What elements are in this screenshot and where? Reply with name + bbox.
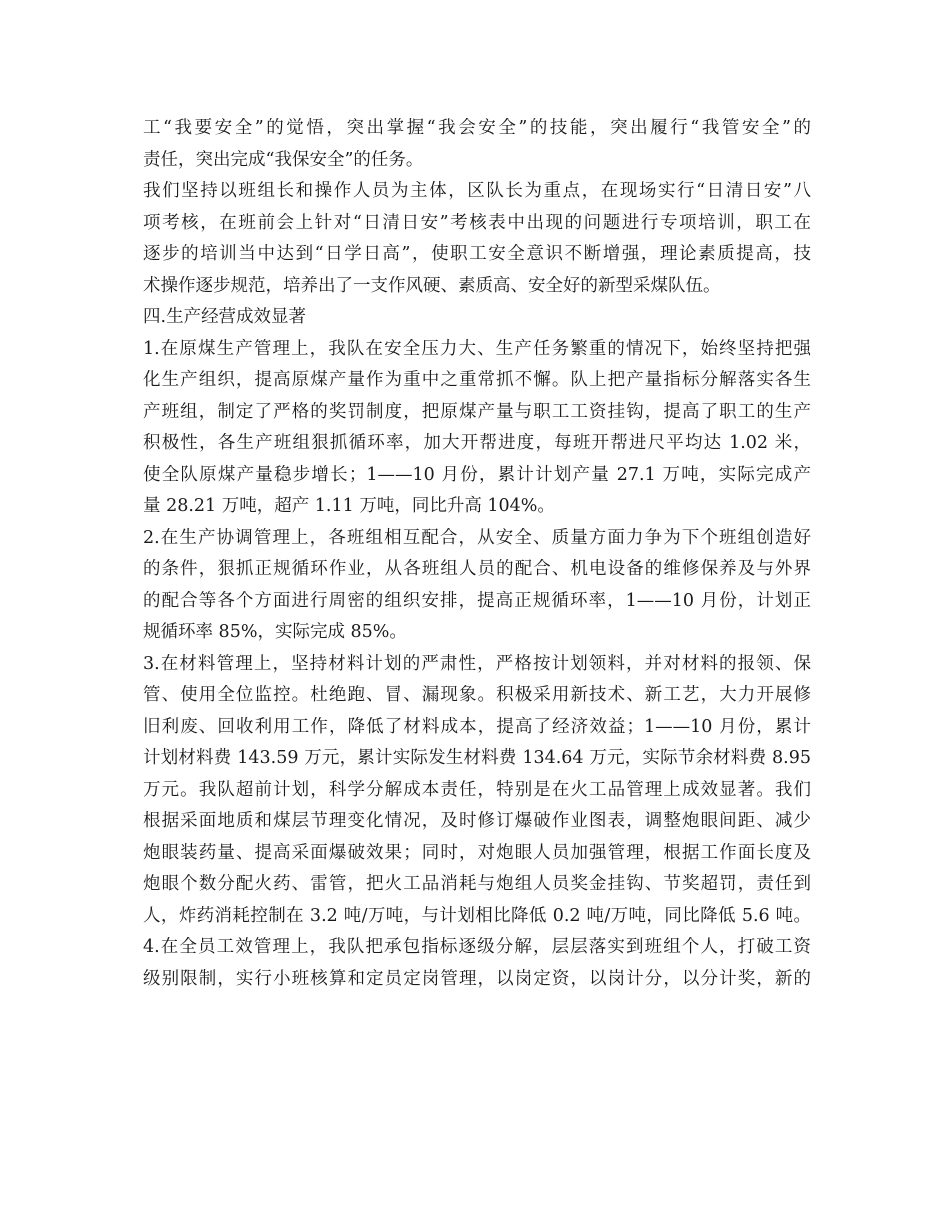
text-line: 术操作逐步规范，培养出了一支作风硬、素质高、安全好的新型采煤队伍。 bbox=[143, 275, 721, 296]
text-line: 产班组，制定了严格的奖罚制度，把原煤产量与职工工资挂钩，提高了职工的生产 bbox=[143, 401, 811, 422]
text-line: 计划材料费 143.59 万元，累计实际发生材料费 134.64 万元，实际节余材料费 8.95 bbox=[143, 748, 811, 768]
text-line: 的条件，狠抓正规循环作业，从各班组人员的配合、机电设备的维修保养及与外界 bbox=[143, 559, 811, 579]
text-line: 管、使用全位监控。杜绝跑、冒、漏现象。积极采用新技术、新工艺，大力开展修 bbox=[143, 685, 811, 705]
text-line: 工“我要安全”的觉悟，突出掌握“我会安全”的技能，突出履行“我管安全”的 bbox=[143, 118, 811, 138]
text-line: 炮眼个数分配火药、雷管，把火工品消耗与炮组人员奖金挂钩、节奖超罚，责任到 bbox=[143, 874, 811, 894]
text-line: 责任，突出完成“我保安全”的任务。 bbox=[143, 149, 424, 170]
text-line: 规循环率 85%，实际完成 85%。 bbox=[143, 622, 407, 642]
text-line: 积极性，各生产班组狠抓循环率，加大开帮进度，每班开帮进尺平均达 1.02 米， bbox=[143, 433, 811, 453]
text-line: 四.生产经营成效显著 bbox=[143, 307, 307, 327]
text-line: 4.在全员工效管理上，我队把承包指标逐级分解，层层落实到班组个人，打破工资 bbox=[143, 937, 811, 957]
text-line: 1.在原煤生产管理上，我队在安全压力大、生产任务繁重的情况下，始终坚持把强 bbox=[143, 338, 811, 359]
text-line: 使全队原煤产量稳步增长；1——10 月份，累计计划产量 27.1 万吨，实际完成产 bbox=[143, 464, 811, 485]
text-line: 逐步的培训当中达到“日学日高”，使职工安全意识不断增强，理论素质提高，技 bbox=[143, 244, 811, 264]
text-line: 炮眼装药量、提高采面爆破效果；同时，对炮眼人员加强管理，根据工作面长度及 bbox=[143, 842, 811, 863]
text-line: 的配合等各个方面进行周密的组织安排，提高正规循环率，1——10 月份，计划正 bbox=[143, 590, 811, 611]
text-line: 人，炸药消耗控制在 3.2 吨/万吨，与计划相比降低 0.2 吨/万吨，同比降低 5.6 吨。 bbox=[143, 905, 811, 926]
text-line: 万元。我队超前计划，科学分解成本责任，特别是在火工品管理上成效显著。我们 bbox=[143, 779, 811, 800]
text-line: 3.在材料管理上，坚持材料计划的严肃性，严格按计划领料，并对材料的报领、保 bbox=[143, 653, 811, 674]
text-line: 量 28.21 万吨，超产 1.11 万吨，同比升高 104%。 bbox=[143, 496, 555, 516]
text-line: 级别限制，实行小班核算和定员定岗管理，以岗定资，以岗计分，以分计奖，新的 bbox=[143, 968, 811, 989]
text-line: 化生产组织，提高原煤产量作为重中之重常抓不懈。队上把产量指标分解落实各生 bbox=[143, 370, 811, 390]
text-line: 我们坚持以班组长和操作人员为主体，区队长为重点，在现场实行“日清日安”八 bbox=[143, 181, 811, 201]
text-line: 项考核，在班前会上针对“日清日安”考核表中出现的问题进行专项培训，职工在 bbox=[143, 212, 811, 233]
text-line: 2.在生产协调管理上，各班组相互配合，从安全、质量方面力争为下个班组创造好 bbox=[143, 527, 811, 548]
document-page bbox=[143, 113, 811, 995]
text-line: 根据采面地质和煤层节理变化情况，及时修订爆破作业图表，调整炮眼间距、减少 bbox=[143, 811, 811, 831]
text-line: 旧利废、回收利用工作，降低了材料成本，提高了经济效益；1——10 月份，累计 bbox=[143, 716, 811, 737]
